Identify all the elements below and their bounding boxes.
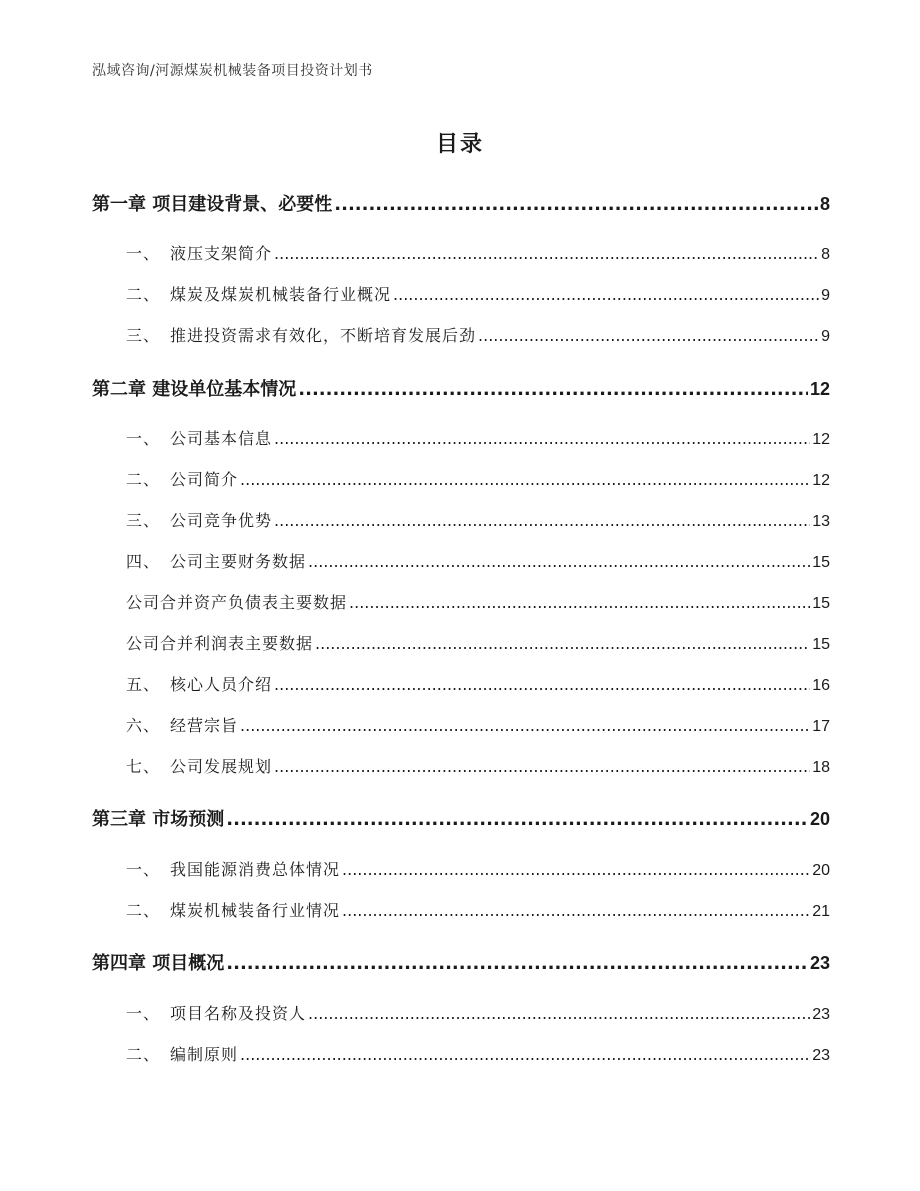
toc-page-number: 12 bbox=[812, 431, 830, 448]
toc-dot-leader bbox=[274, 429, 810, 448]
toc-dot-leader bbox=[240, 1045, 810, 1064]
toc-page-number: 9 bbox=[821, 328, 830, 345]
toc-entry-label: 第三章 市场预测 bbox=[92, 809, 225, 830]
toc-section[interactable] bbox=[92, 1042, 830, 1065]
toc-entry-label: 推进投资需求有效化，不断培育发展后劲 bbox=[170, 326, 477, 345]
toc-section[interactable] bbox=[92, 426, 830, 449]
toc-dot-leader bbox=[274, 511, 810, 530]
toc-section[interactable] bbox=[92, 1001, 830, 1024]
toc-page-number: 12 bbox=[809, 379, 830, 399]
toc-section[interactable] bbox=[92, 754, 830, 777]
toc-page-number: 18 bbox=[812, 759, 830, 776]
toc-chapter-2[interactable] bbox=[92, 375, 830, 401]
toc-entry-label: 公司简介 bbox=[170, 470, 239, 489]
toc-subsection[interactable] bbox=[92, 631, 830, 654]
toc-section-number: 二、 bbox=[126, 285, 161, 304]
toc-page-number: 20 bbox=[812, 862, 830, 879]
toc-entry-label: 公司主要财务数据 bbox=[170, 552, 307, 571]
toc-section[interactable] bbox=[92, 857, 830, 880]
toc-page-number: 8 bbox=[819, 194, 830, 214]
toc-dot-leader bbox=[274, 244, 819, 263]
toc-entry-label: 我国能源消费总体情况 bbox=[170, 860, 341, 879]
toc-section-number: 二、 bbox=[126, 1045, 161, 1064]
toc-page-number: 23 bbox=[812, 1047, 830, 1064]
toc-entry-label: 编制原则 bbox=[170, 1045, 239, 1064]
toc-dot-leader bbox=[342, 901, 810, 920]
toc-dot-leader bbox=[274, 757, 810, 776]
toc-section-number: 二、 bbox=[126, 470, 161, 489]
toc-page-number: 23 bbox=[812, 1006, 830, 1023]
toc-page-number: 16 bbox=[812, 677, 830, 694]
toc-section[interactable] bbox=[92, 282, 830, 305]
toc-section-number: 一、 bbox=[126, 860, 161, 879]
toc-entry-label: 第四章 项目概况 bbox=[92, 953, 225, 974]
toc-section-number: 三、 bbox=[126, 511, 161, 530]
toc-entry-label: 第二章 建设单位基本情况 bbox=[92, 379, 297, 400]
toc-dot-leader bbox=[226, 953, 808, 974]
toc-entry-label: 公司发展规划 bbox=[170, 757, 273, 776]
toc-dot-leader bbox=[334, 194, 818, 215]
toc-entry-label: 公司合并利润表主要数据 bbox=[126, 634, 314, 653]
toc-page-number: 9 bbox=[821, 287, 830, 304]
running-header: 泓域咨询/河源煤炭机械装备项目投资计划书 bbox=[92, 63, 373, 79]
toc-section[interactable] bbox=[92, 549, 830, 572]
toc-dot-leader bbox=[240, 716, 810, 735]
toc-section-number: 一、 bbox=[126, 429, 161, 448]
page-title: 目录 bbox=[435, 132, 484, 157]
toc-dot-leader bbox=[308, 552, 810, 571]
toc-section[interactable] bbox=[92, 323, 830, 346]
toc-dot-leader bbox=[342, 860, 810, 879]
toc-chapter-1[interactable] bbox=[92, 190, 830, 216]
toc-page-number: 8 bbox=[821, 246, 830, 263]
toc-section-number: 七、 bbox=[126, 757, 161, 776]
toc-page-number: 12 bbox=[812, 472, 830, 489]
toc-page-number: 15 bbox=[812, 595, 830, 612]
toc-entry-label: 核心人员介绍 bbox=[170, 675, 273, 694]
toc-section-number: 一、 bbox=[126, 1004, 161, 1023]
toc-page-number: 20 bbox=[809, 809, 830, 829]
toc-dot-leader bbox=[349, 593, 810, 612]
toc-section-number: 五、 bbox=[126, 675, 161, 694]
toc-chapter-4[interactable] bbox=[92, 949, 830, 975]
toc-dot-leader bbox=[274, 675, 810, 694]
toc-dot-leader bbox=[308, 1004, 810, 1023]
toc-dot-leader bbox=[478, 326, 819, 345]
toc-page-number: 15 bbox=[812, 636, 830, 653]
toc-subsection[interactable] bbox=[92, 590, 830, 613]
toc-entry-label: 煤炭机械装备行业情况 bbox=[170, 901, 341, 920]
toc-chapter-3[interactable] bbox=[92, 805, 830, 831]
toc-dot-leader bbox=[315, 634, 810, 653]
toc-section-number: 六、 bbox=[126, 716, 161, 735]
toc-entry-label: 经营宗旨 bbox=[170, 716, 239, 735]
toc-dot-leader bbox=[393, 285, 819, 304]
toc-page-number: 21 bbox=[812, 903, 830, 920]
toc-dot-leader bbox=[298, 379, 808, 400]
toc-section-number: 四、 bbox=[126, 552, 161, 571]
toc-section[interactable] bbox=[92, 713, 830, 736]
toc-section-number: 一、 bbox=[126, 244, 161, 263]
toc-page-number: 17 bbox=[812, 718, 830, 735]
toc-section-number: 二、 bbox=[126, 901, 161, 920]
toc-section[interactable] bbox=[92, 898, 830, 921]
toc-page-number: 15 bbox=[812, 554, 830, 571]
toc-section[interactable] bbox=[92, 508, 830, 531]
toc-section-number: 三、 bbox=[126, 326, 161, 345]
toc-dot-leader bbox=[240, 470, 810, 489]
toc-page-number: 13 bbox=[812, 513, 830, 530]
toc-entry-label: 项目名称及投资人 bbox=[170, 1004, 307, 1023]
toc-entry-label: 公司基本信息 bbox=[170, 429, 273, 448]
toc-section[interactable] bbox=[92, 241, 830, 264]
toc-entry-label: 公司合并资产负债表主要数据 bbox=[126, 593, 348, 612]
toc-entry-label: 煤炭及煤炭机械装备行业概况 bbox=[170, 285, 392, 304]
toc-page-number: 23 bbox=[809, 953, 830, 973]
toc-section[interactable] bbox=[92, 467, 830, 490]
toc-dot-leader bbox=[226, 809, 808, 830]
toc-section[interactable] bbox=[92, 672, 830, 695]
toc-entry-label: 第一章 项目建设背景、必要性 bbox=[92, 194, 333, 215]
toc-entry-label: 液压支架简介 bbox=[170, 244, 273, 263]
toc-entry-label: 公司竞争优势 bbox=[170, 511, 273, 530]
